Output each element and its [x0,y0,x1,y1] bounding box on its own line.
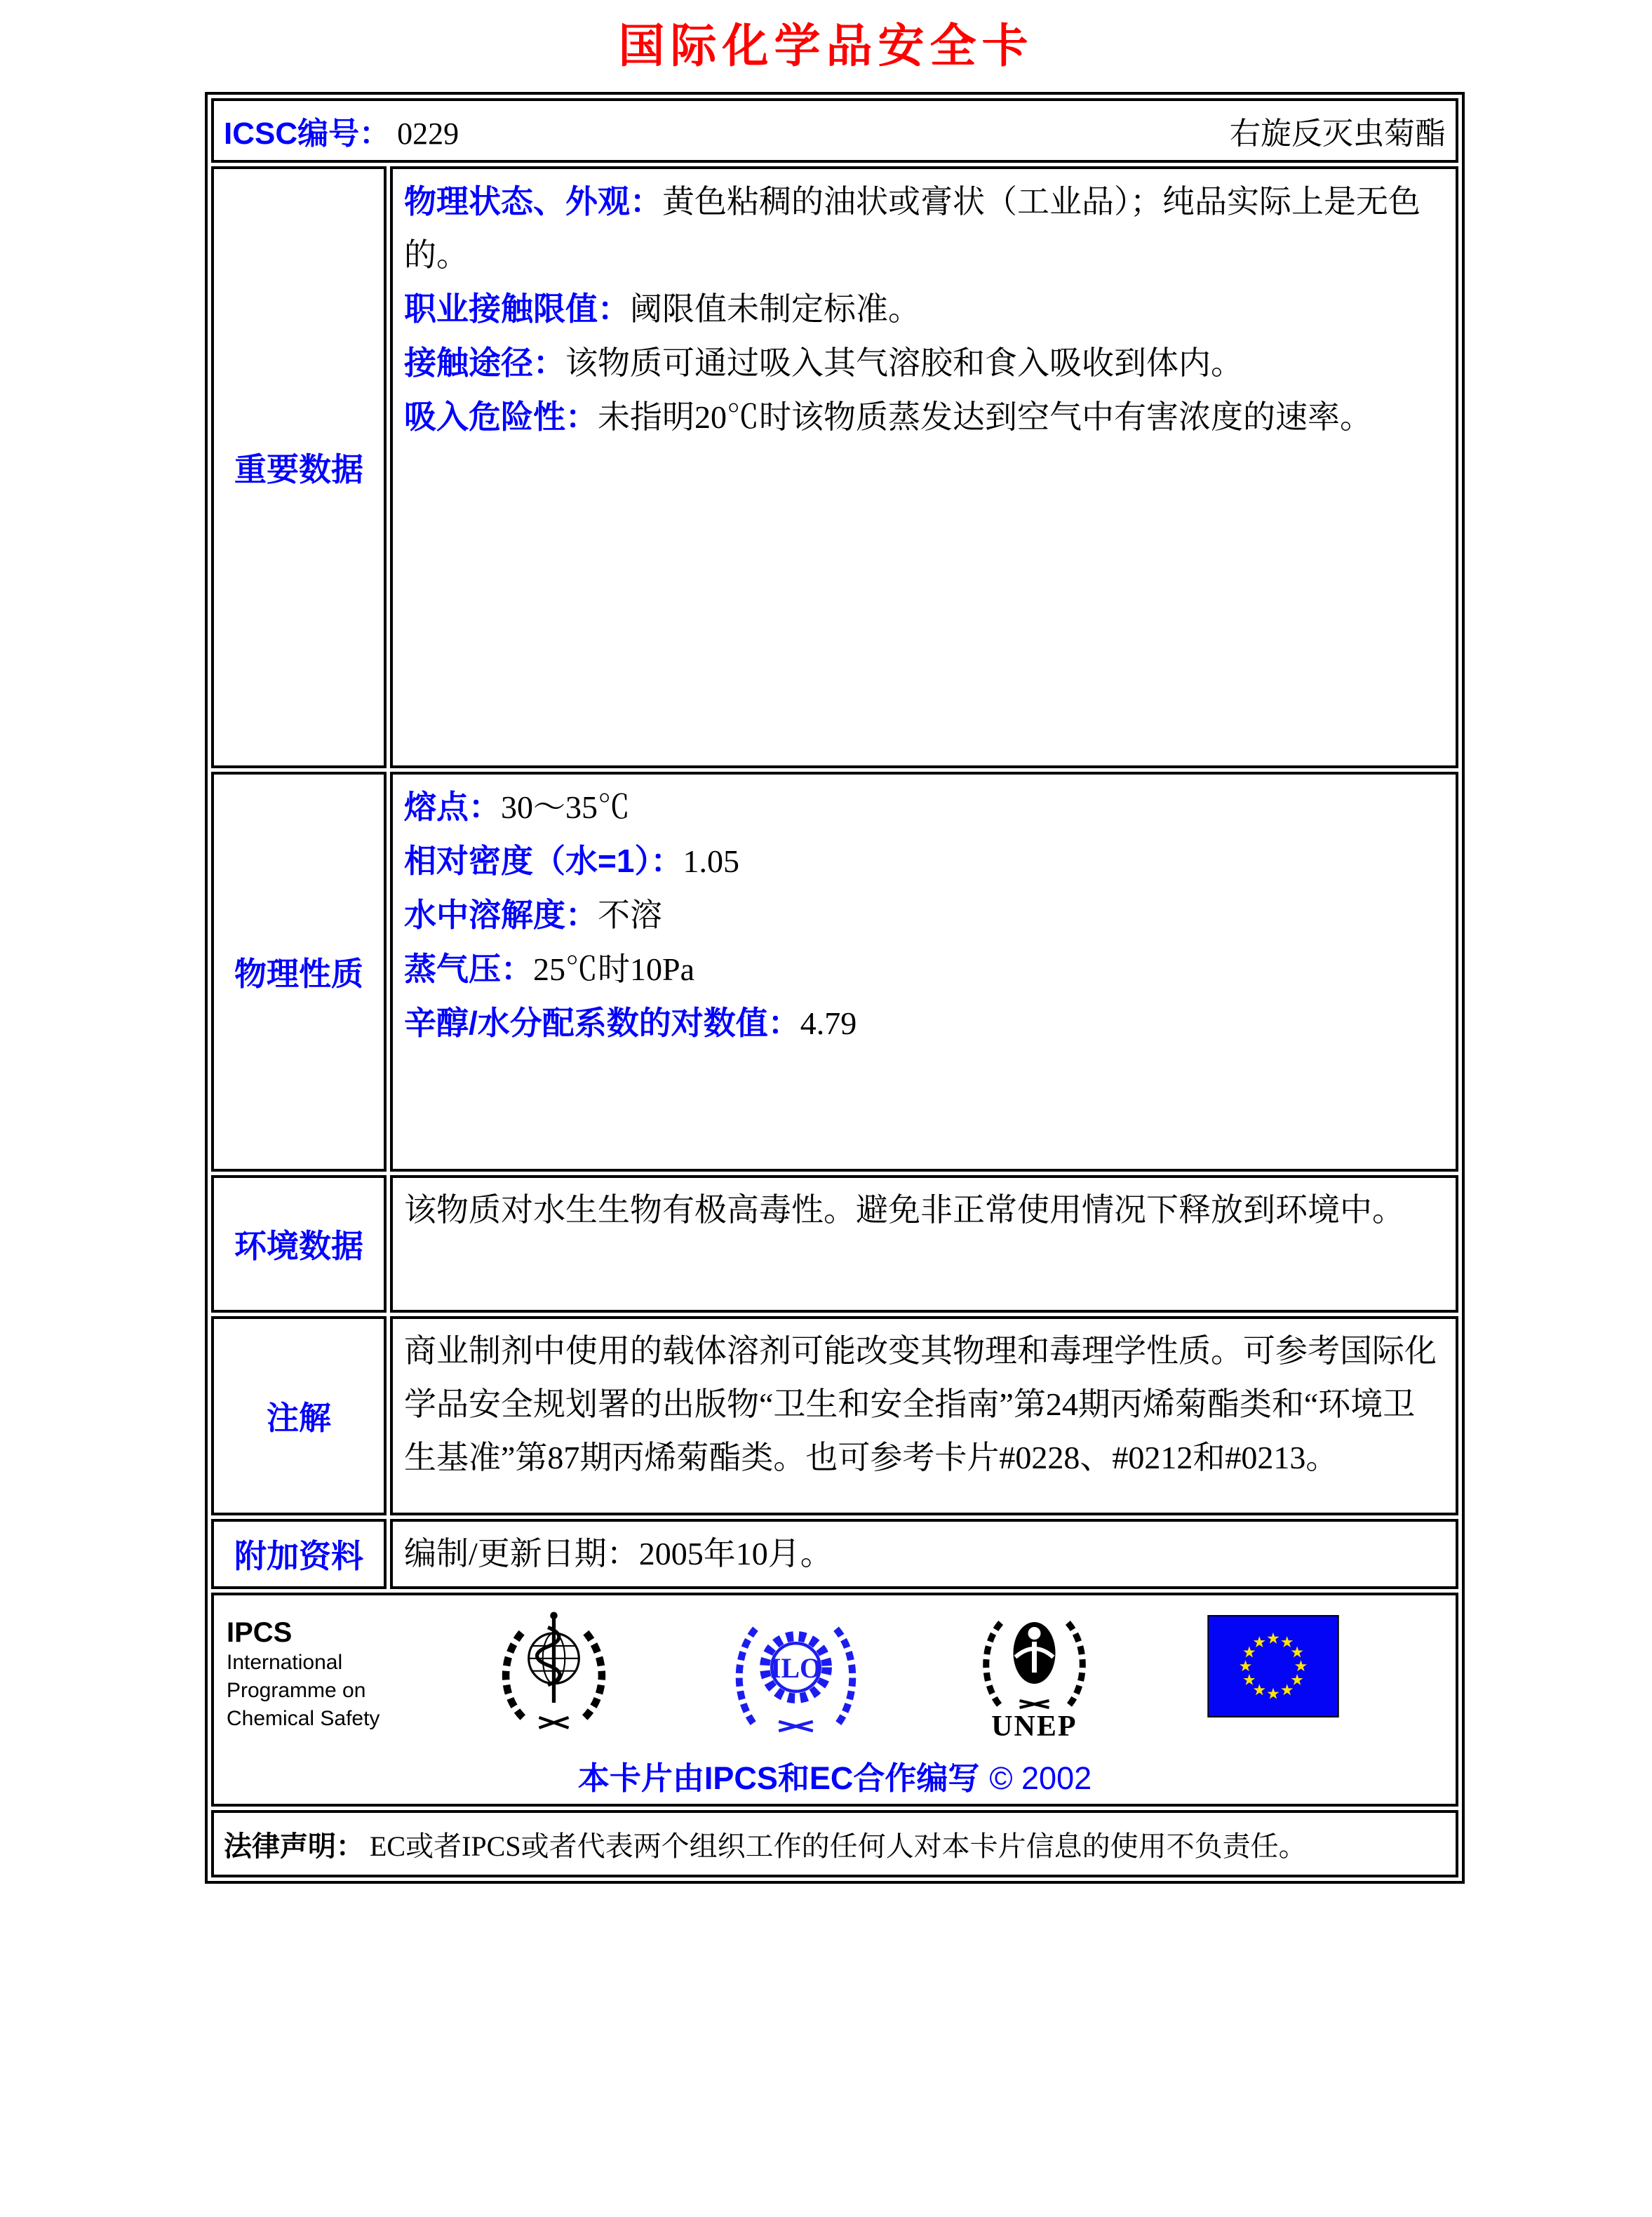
section-label-notes: 注解 [211,1316,387,1515]
field-value: 4.79 [800,1005,857,1041]
legal-label: 法律声明： [224,1830,364,1862]
field-key: 蒸气压： [404,951,533,987]
legal-cell [211,1810,1458,1877]
legal-row [211,1810,1458,1877]
field-inhalation-risk [404,390,1444,444]
eu-flag-icon [1204,1615,1342,1717]
credit-line [222,1753,1447,1798]
section-content-environmental-data [390,1175,1458,1313]
field-physical-state [404,175,1444,282]
field-exposure-routes [404,336,1444,390]
field-value: 阈限值未制定标准。 [630,291,920,327]
icsc-number-group [224,108,459,153]
header-cell [211,98,1458,163]
section-row-physical-properties [211,772,1458,1172]
section-label-physical-properties: 物理性质 [211,772,387,1172]
field-relative-density [404,834,1444,888]
field-value: 不溶 [598,897,662,933]
legal-text: EC或者IPCS或者代表两个组织工作的任何人对本卡片信息的使用不负责任。 [370,1830,1307,1862]
eu-flag-wrap [1204,1605,1342,1721]
logos-row [211,1593,1458,1807]
field-key: 相对密度（水=1）： [404,843,683,879]
field-octanol-water-coefficient [404,996,1444,1050]
field-value: 30～35℃ [501,789,630,825]
field-key: 熔点： [404,789,501,825]
icsc-number-value: 0229 [397,116,459,151]
ipcs-text-block [227,1605,380,1733]
unep-logo-icon [973,1605,1096,1710]
field-water-solubility [404,888,1444,942]
field-vapor-pressure [404,942,1444,996]
field-value: 该物质可通过吸入其气溶胶和食入吸收到体内。 [565,345,1243,381]
field-value: 25℃时10Pa [533,951,694,987]
field-value: 黄色粘稠的油状或膏状（工业品）；纯品实际上是无色的。 [404,184,1421,273]
section-label-important-data: 重要数据 [211,166,387,768]
field-key: 接触途径： [404,344,565,381]
field-key: 物理状态、外观： [404,183,662,220]
field-key: 辛醇/水分配系数的对数值： [404,1005,800,1041]
unep-logo-text: UNEP [991,1710,1077,1743]
ipcs-subtitle-line: International [227,1651,343,1674]
section-content-notes [390,1316,1458,1515]
field-key: 水中溶解度： [404,897,598,933]
icsc-number-label: ICSC编号： [224,116,391,151]
field-notes-text: 商业制剂中使用的载体溶剂可能改变其物理和毒理学性质。可参考国际化学品安全规划署的出版物“卫生和安全指南”第24期丙烯菊酯类和“环境卫生基准”第87期丙烯菊酯类。也可参考卡片#0228、#0212和#0213。 [404,1333,1437,1475]
field-value: 1.05 [683,843,739,879]
page-title: 国际化学品安全卡 [618,21,1034,72]
credit-copyright: © 2002 [989,1760,1092,1796]
field-value: 未指明20℃时该物质蒸发达到空气中有害浓度的速率。 [598,399,1372,435]
who-logo-icon [489,1605,619,1746]
field-key: 吸入危险性： [404,398,598,435]
field-update-date: 编制/更新日期：2005年10月。 [404,1536,833,1572]
field-occupational-limits [404,282,1444,336]
section-content-important-data [390,166,1458,768]
section-label-environmental-data: 环境数据 [211,1175,387,1313]
chemical-name: 右旋反灭虫菊酯 [1230,116,1446,151]
ipcs-title: IPCS [227,1617,293,1648]
section-row-notes [211,1316,1458,1515]
section-content-additional-info [390,1519,1458,1589]
header-row [211,98,1458,163]
field-environmental-text: 该物质对水生生物有极高毒性。避免非正常使用情况下释放到环境中。 [404,1192,1404,1228]
ilo-logo-icon [727,1605,864,1737]
logos-cell [211,1593,1458,1807]
credit-text: 本卡片由IPCS和EC合作编写 [577,1760,980,1796]
ipcs-subtitle-line: Programme on [227,1679,366,1702]
field-melting-point [404,780,1444,834]
field-key: 职业接触限值： [404,290,630,327]
safety-card-table [205,92,1465,1884]
section-label-additional-info: 附加资料 [211,1519,387,1589]
section-row-important-data [211,166,1458,768]
ipcs-subtitle-line: Chemical Safety [227,1707,380,1730]
section-row-environmental-data [211,1175,1458,1313]
section-row-additional-info [211,1519,1458,1589]
section-content-physical-properties [390,772,1458,1172]
unep-logo-block [973,1605,1096,1743]
ilo-logo-text: ILO [770,1652,821,1684]
